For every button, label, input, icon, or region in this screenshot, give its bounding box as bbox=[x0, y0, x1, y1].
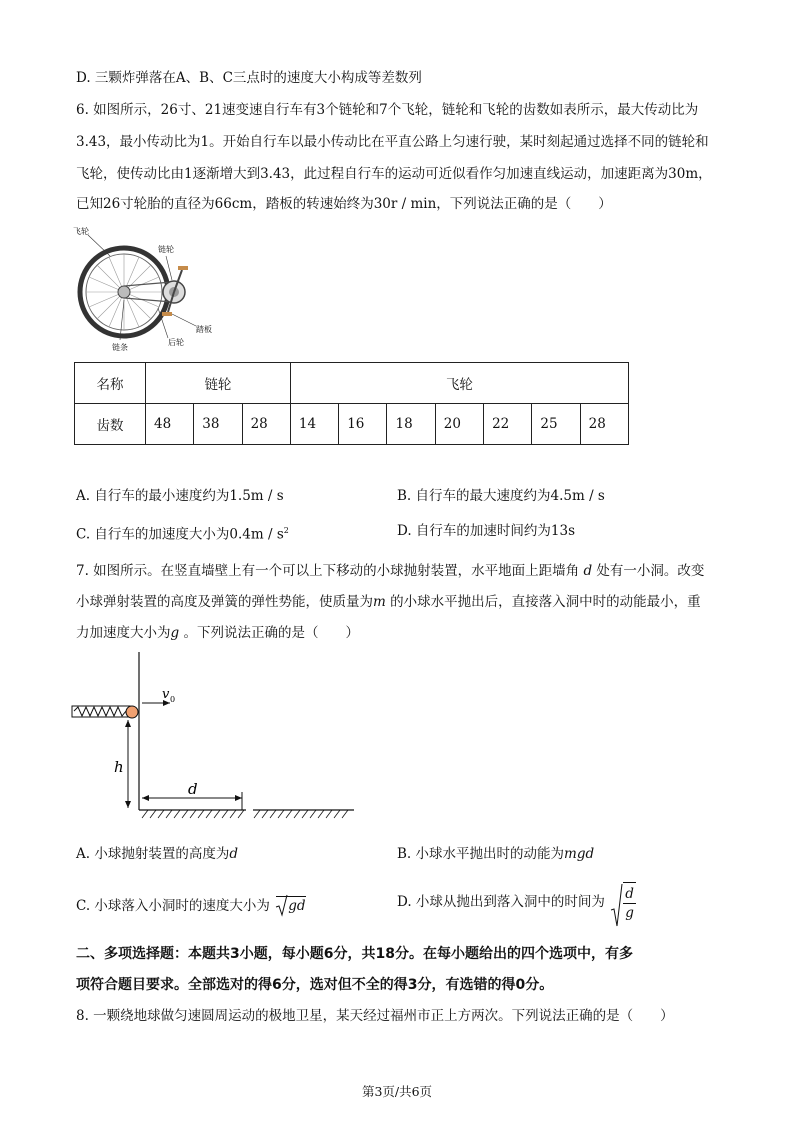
q7-option-c: C. 小球落入小洞时的速度大小为 gd bbox=[76, 896, 306, 915]
q7-option-a: A. 小球抛射装置的高度为d bbox=[76, 846, 238, 862]
projectile-launcher-figure bbox=[70, 648, 370, 828]
table-cell-flywheel-header: 飞轮 bbox=[290, 363, 628, 404]
q6-option-a: A. 自行车的最小速度约为1.5m / s bbox=[76, 488, 284, 504]
table-cell: 18 bbox=[387, 404, 435, 445]
table-cell-chainring-header: 链轮 bbox=[146, 363, 291, 404]
q7-stem-line3: 力加速度大小为g 。下列说法正确的是（ ） bbox=[76, 625, 359, 641]
bicycle-gear-figure bbox=[68, 226, 228, 356]
q8-stem-line1: 8. 一颗绕地球做匀速圆周运动的极地卫星，某天经过福州市正上方两次。下列说法正确的是（ ） bbox=[76, 1008, 674, 1024]
flywheel-label: 飞轮 bbox=[73, 227, 89, 236]
page-footer: 第3页/共6页 bbox=[361, 1084, 433, 1099]
v0-subscript: 0 bbox=[170, 695, 176, 704]
table-cell: 25 bbox=[532, 404, 580, 445]
sqrt-expression: gd bbox=[276, 896, 305, 915]
q7-stem-line1: 7. 如图所示。在竖直墙壁上有一个可以上下移动的小球抛射装置，水平地面上距墙角 d 处有一小洞。改变 bbox=[76, 563, 705, 579]
chainring-label: 链轮 bbox=[158, 245, 174, 254]
section-2-heading-line2: 项符合题目要求。全部选对的得6分，选对但不全的得3分，有选错的得0分。 bbox=[76, 977, 554, 993]
table-cell: 28 bbox=[580, 404, 628, 445]
table-cell-teeth-label: 齿数 bbox=[75, 404, 146, 445]
q6-option-c: C. 自行车的加速度大小为$0.4m / s^2$ bbox=[76, 526, 289, 543]
chain-label: 链条 bbox=[112, 343, 128, 352]
gear-teeth-table bbox=[74, 362, 629, 445]
table-cell: 38 bbox=[194, 404, 242, 445]
q7-stem-line2: 小球弹射装置的高度及弹簧的弹性势能，使质量为m 的小球水平抛出后，直接落入洞中时的动能最小，重 bbox=[76, 594, 701, 610]
table-cell: 14 bbox=[290, 404, 338, 445]
table-cell: 22 bbox=[484, 404, 532, 445]
rear-wheel-label: 后轮 bbox=[168, 338, 184, 347]
q7-option-d: D. 小球从抛出到落入洞中的时间为 $\frac{d}{g}$ bbox=[397, 882, 636, 922]
table-cell: 48 bbox=[146, 404, 194, 445]
h-label: h bbox=[114, 758, 124, 776]
v0-label: v bbox=[162, 687, 170, 702]
d-label: d bbox=[188, 780, 198, 798]
q7-option-b: B. 小球水平抛出时的动能为mgd bbox=[397, 846, 595, 862]
section-2-heading-line1: 二、多项选择题：本题共3小题，每小题6分，共18分。在每小题给出的四个选项中，有多 bbox=[76, 946, 633, 962]
q6-stem-line2: 3.43，最小传动比为1。开始自行车以最小传动比在平直公路上匀速行驶，某时刻起通过选择不同的链轮和 bbox=[76, 134, 709, 150]
q6-option-d: D. 自行车的加速时间约为13s bbox=[397, 523, 576, 539]
table-cell: 16 bbox=[339, 404, 387, 445]
q6-stem-line3: 飞轮，使传动比由1逐渐增大到3.43，此过程自行车的运动可近似看作匀加速直线运动，加速距离为30m， bbox=[76, 166, 712, 182]
table-cell-name-header: 名称 bbox=[75, 363, 146, 404]
q6-stem-line1: 6. 如图所示，26寸、21速变速自行车有3个链轮和7个飞轮，链轮和飞轮的齿数如表所示，最大传动比为 bbox=[76, 102, 699, 118]
table-cell: 20 bbox=[435, 404, 483, 445]
table-cell: 28 bbox=[242, 404, 290, 445]
q6-option-b: B. 自行车的最大速度约为4.5m / s bbox=[397, 488, 605, 504]
q6-stem-line4: 已知26寸轮胎的直径为66cm，踏板的转速始终为30r / min，下列说法正确的是（ ） bbox=[76, 196, 612, 212]
table-row bbox=[75, 363, 629, 404]
pedal-label: 踏板 bbox=[196, 325, 212, 334]
table-row bbox=[75, 404, 629, 445]
sqrt-fraction: $\frac{d}{g}$ bbox=[611, 882, 636, 922]
q5-option-d: D. 三颗炸弹落在A、B、C三点时的速度大小构成等差数列 bbox=[76, 70, 422, 86]
